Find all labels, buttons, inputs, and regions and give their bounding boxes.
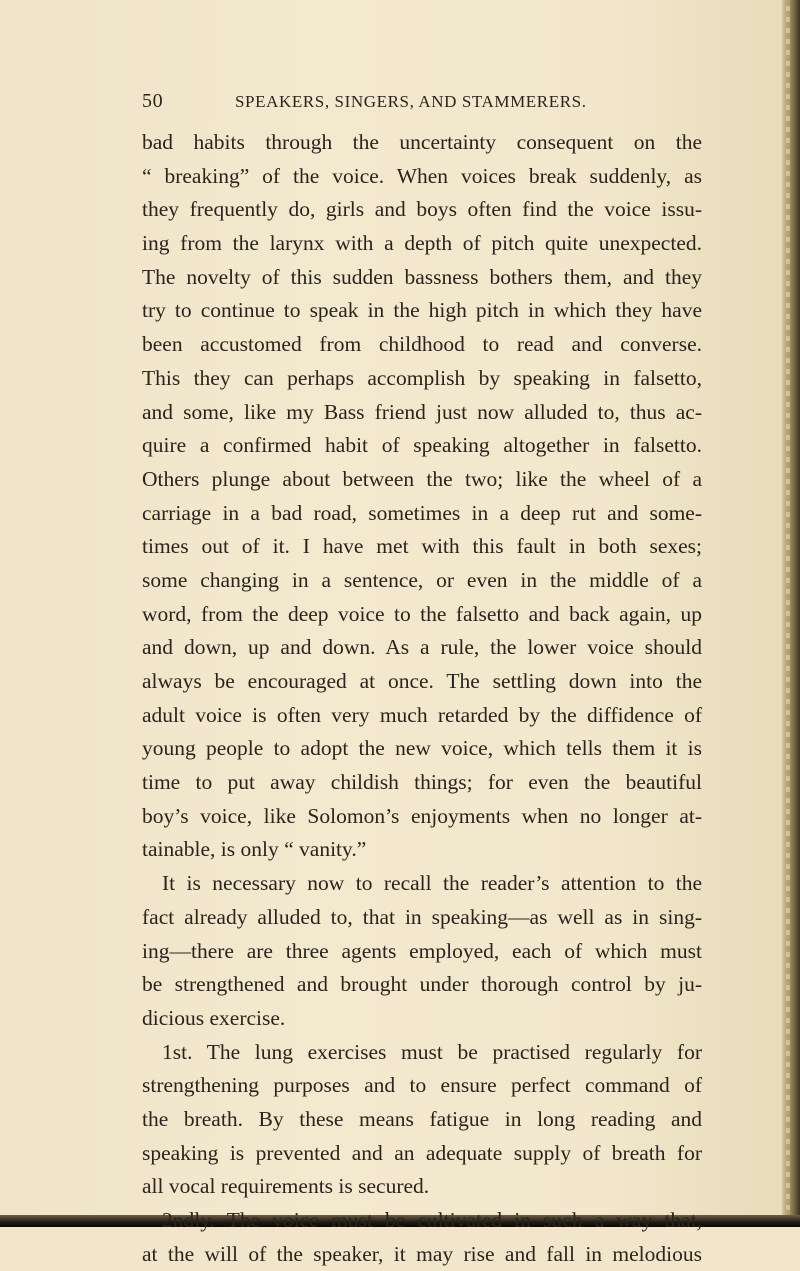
text-line: It is necessary now to recall the reader’s attention to the <box>162 871 702 896</box>
text-line: been accustomed from childhood to read and converse. <box>142 332 702 357</box>
text-line: quire a confirmed habit of speaking altogether in falsetto. <box>142 433 702 458</box>
text-line: the breath. By these means fatigue in long reading and <box>142 1106 702 1131</box>
text-line: be strengthened and brought under thorough control by ju- <box>142 972 702 997</box>
text-line: speaking is prevented and an adequate supply of breath for <box>142 1140 702 1165</box>
text-line: young people to adopt the new voice, which tells them it is <box>142 736 702 761</box>
text-line: ing—there are three agents employed, each of which must <box>142 938 702 963</box>
page-edge-right <box>782 0 800 1227</box>
text-line: fact already alluded to, that in speaking—as well as in sing- <box>142 904 702 929</box>
text-line: ing from the larynx with a depth of pitch quite unexpected. <box>142 231 702 256</box>
text-line: tainable, is only “ vanity.” <box>142 837 367 862</box>
text-line: at the will of the speaker, it may rise and fall in melodious <box>142 1241 702 1266</box>
text-line: all vocal requirements is secured. <box>142 1174 430 1199</box>
text-line: carriage in a bad road, sometimes in a deep rut and some- <box>142 500 702 525</box>
text-line: adult voice is often very much retarded by the diffidence of <box>142 702 702 727</box>
text-line: and down, up and down. As a rule, the lower voice should <box>142 635 702 660</box>
text-line: try to continue to speak in the high pitch in which they have <box>142 298 702 323</box>
text-line: times out of it. I have met with this fault in both sexes; <box>142 534 702 559</box>
text-line: boy’s voice, like Solomon’s enjoyments when no longer at- <box>142 803 702 828</box>
text-line: Others plunge about between the two; like the wheel of a <box>142 466 702 491</box>
text-line: they frequently do, girls and boys often find the voice issu- <box>142 197 702 222</box>
text-line: This they can perhaps accomplish by speaking in falsetto, <box>142 365 702 390</box>
running-head-title: SPEAKERS, SINGERS, AND STAMMERERS. <box>235 92 587 111</box>
text-line: 2ndly. The voice must be cultivated in such a way that, <box>162 1208 702 1232</box>
text-line: The novelty of this sudden bassness bothers them, and they <box>142 264 702 289</box>
text-line: always be encouraged at once. The settling down into the <box>142 669 702 693</box>
text-line: “ breaking” of the voice. When voices break suddenly, as <box>142 163 702 188</box>
text-line: bad habits through the uncertainty consequent on the <box>142 130 702 154</box>
text-line: and some, like my Bass friend just now alluded to, thus ac- <box>142 399 702 424</box>
text-line: time to put away childish things; for even the beautiful <box>142 770 702 795</box>
text-line: word, from the deep voice to the falsetto and back again, up <box>142 601 702 626</box>
running-head <box>142 90 702 114</box>
page-number: 50 <box>142 90 164 112</box>
body-text <box>142 126 702 1271</box>
text-line: dicious exercise. <box>142 1005 286 1030</box>
text-line: strengthening purposes and to ensure perfect command of <box>142 1073 702 1098</box>
text-line: 1st. The lung exercises must be practised regularly for <box>162 1039 702 1064</box>
text-line: some changing in a sentence, or even in the middle of a <box>142 567 702 592</box>
